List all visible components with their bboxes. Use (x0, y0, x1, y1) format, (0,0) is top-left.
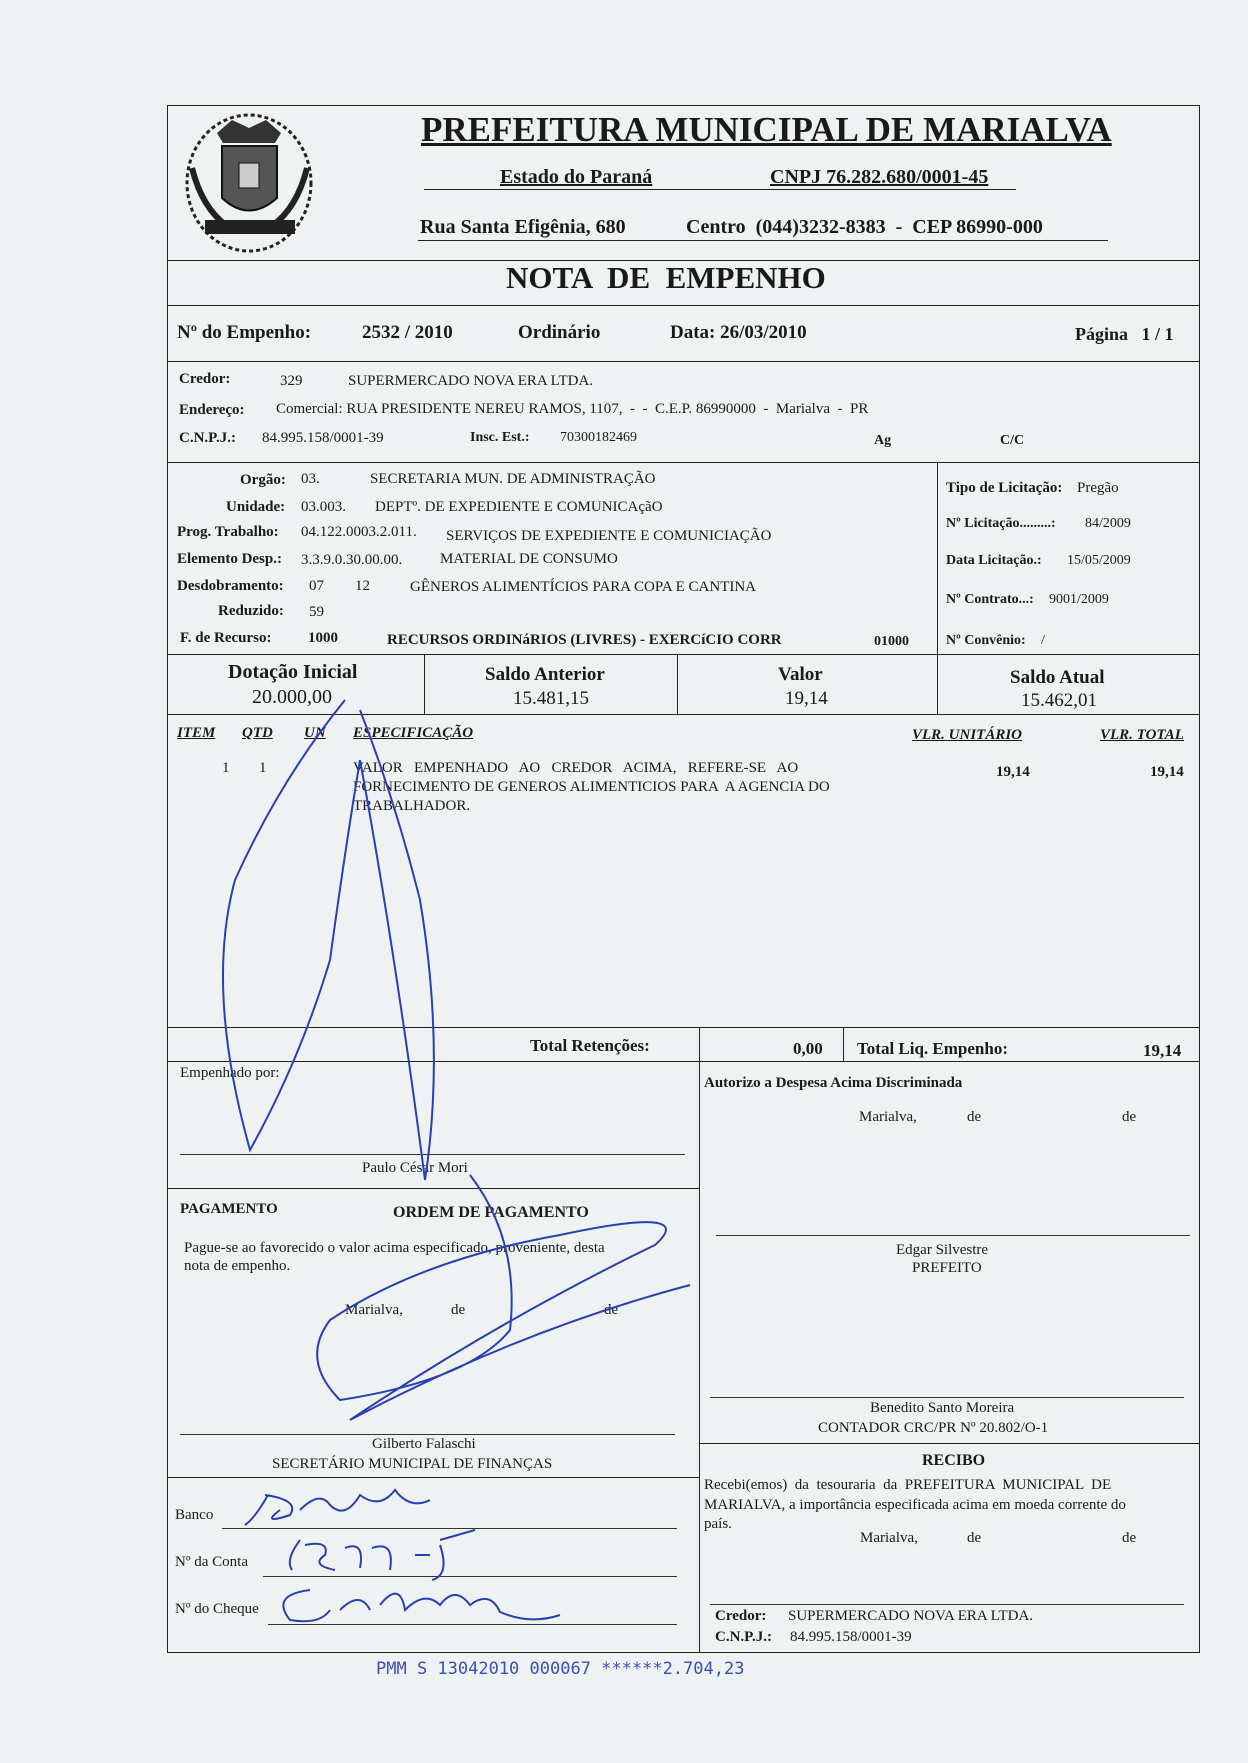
pagamento-text-line-1: Pague-se ao favorecido o valor acima especificado, proveniente, desta (184, 1240, 605, 1256)
data-licitacao: 15/05/2009 (1067, 553, 1131, 568)
secretario-name: Gilberto Falaschi (372, 1436, 476, 1452)
contador-signature-line (710, 1397, 1184, 1398)
conta-label: Nº da Conta (175, 1554, 248, 1570)
desdobramento-label: Desdobramento: (177, 578, 284, 594)
liq-empenho-label: Total Liq. Empenho: (857, 1039, 1008, 1058)
convenio-label: Nº Convênio: (946, 633, 1026, 648)
col-item-header: ITEM (177, 725, 216, 741)
saldo-divider-2 (677, 654, 678, 714)
recibo-de-1: de (967, 1530, 982, 1546)
tipo-licitacao-label: Tipo de Licitação: (946, 480, 1063, 496)
city-hall-title: PREFEITURA MUNICIPAL DE MARIALVA (421, 110, 1112, 149)
pagamento-city: Marialva, (345, 1302, 403, 1318)
row-item: 1 (222, 760, 230, 776)
endereco-label: Endereço: (179, 402, 245, 418)
rule-above-pagamento (167, 1188, 699, 1189)
tipo-licitacao: Pregão (1077, 480, 1119, 496)
insc-value: 70300182469 (560, 430, 637, 445)
convenio-value: / (1041, 633, 1045, 648)
row-spec-line-2: FORNECIMENTO DE GENEROS ALIMENTICIOS PARA A AGENCIA DO (353, 779, 830, 795)
col-spec-header: ESPECIFICAÇÃO (353, 725, 474, 741)
recurso-name: RECURSOS ORDINáRIOS (LIVRES) - EXERCíCIO CORR (387, 632, 782, 648)
recurso-number: 01000 (874, 634, 909, 649)
credor-cnpj-label: C.N.P.J.: (179, 430, 236, 446)
rule-above-saldos (167, 654, 1200, 655)
conta-line (263, 1576, 677, 1577)
contador-name: Benedito Santo Moreira (870, 1400, 1015, 1416)
credor-code: 329 (280, 373, 303, 389)
banco-label: Banco (175, 1507, 214, 1523)
empenhado-label: Empenhado por: (180, 1065, 280, 1081)
rule-above-banco (167, 1477, 699, 1478)
recurso-label: F. de Recurso: (180, 630, 272, 646)
orgao-label: Orgão: (240, 472, 286, 488)
header-rule-2 (418, 240, 1108, 241)
col-un-header: UN (304, 725, 326, 741)
street-address: Rua Santa Efigênia, 680 (420, 216, 626, 238)
dotacao-value: 20.000,00 (252, 686, 332, 708)
secretario-signature-line (180, 1434, 675, 1435)
liq-empenho-value: 19,14 (1143, 1041, 1182, 1060)
valor-label: Valor (778, 664, 823, 685)
state-name: Estado do Paraná (500, 166, 653, 188)
recibo-signature-line (710, 1604, 1184, 1605)
totals-divider-1 (699, 1027, 700, 1061)
secretario-title: SECRETÁRIO MUNICIPAL DE FINANÇAS (272, 1456, 553, 1472)
col-unit-header: VLR. UNITÁRIO (912, 727, 1023, 743)
licitacao-number-label: Nº Licitação.........: (946, 516, 1056, 531)
unidade-name: DEPTº. DE EXPEDIENTE E COMUNICAçãO (375, 499, 663, 515)
page-number: Página 1 / 1 (1075, 324, 1174, 344)
cheque-line (268, 1624, 677, 1625)
district-phone-cep: Centro (044)3232-8383 - CEP 86990-000 (686, 216, 1043, 238)
prefeito-title: PREFEITO (912, 1260, 982, 1276)
credor-cnpj: 84.995.158/0001-39 (262, 430, 384, 446)
desdobramento-code-1: 07 (309, 578, 324, 594)
elemento-name: MATERIAL DE CONSUMO (440, 551, 618, 567)
rule-above-recibo (699, 1443, 1200, 1444)
pagamento-text-line-2: nota de empenho. (184, 1258, 291, 1274)
empenho-number-label: Nº do Empenho: (177, 322, 312, 343)
recibo-credor-name: SUPERMERCADO NOVA ERA LTDA. (788, 1608, 1034, 1624)
prog-trabalho-name: SERVIÇOS DE EXPEDIENTE E COMUNICIAÇÃO (446, 528, 772, 544)
autorizo-de-1: de (967, 1109, 982, 1125)
ag-label: Ag (874, 433, 892, 448)
col-total-header: VLR. TOTAL (1100, 727, 1184, 743)
banco-line (222, 1528, 677, 1529)
reduzido-label: Reduzido: (218, 603, 284, 619)
elemento-code: 3.3.9.0.30.00.00. (301, 552, 403, 568)
licitacao-number: 84/2009 (1085, 516, 1131, 531)
saldo-anterior-label: Saldo Anterior (485, 664, 605, 685)
recibo-city: Marialva, (860, 1530, 918, 1546)
credor-name: SUPERMERCADO NOVA ERA LTDA. (348, 373, 594, 389)
rule-below-empenho (167, 361, 1200, 362)
orgao-code: 03. (301, 471, 320, 487)
header-rule-1 (424, 189, 1016, 190)
saldo-anterior-value: 15.481,15 (513, 688, 589, 709)
saldo-divider-1 (424, 654, 425, 714)
row-spec-line-1: VALOR EMPENHADO AO CREDOR ACIMA, REFERE-SE AO (353, 760, 799, 776)
recibo-text-line-1: Recebi(emos) da tesouraria da PREFEITURA MUNICIPAL DE (704, 1477, 1112, 1493)
desdobramento-name: GÊNEROS ALIMENTÍCIOS PARA COPA E CANTINA (410, 579, 757, 595)
credor-label: Credor: (179, 371, 231, 387)
recurso-code: 1000 (308, 630, 338, 646)
header-cnpj: CNPJ 76.282.680/0001-45 (770, 166, 989, 188)
row-unit-value: 19,14 (996, 764, 1030, 780)
empenho-date: Data: 26/03/2010 (670, 322, 807, 343)
recibo-text-line-2: MARIALVA, a importância especificada acima em moeda corrente do (704, 1497, 1126, 1513)
insc-label: Insc. Est.: (470, 430, 530, 445)
rule-below-saldos (167, 714, 1200, 715)
cheque-label: Nº do Cheque (175, 1601, 259, 1617)
recibo-text-line-3: país. (704, 1516, 732, 1532)
rule-below-credor (167, 462, 1200, 463)
orgao-name: SECRETARIA MUN. DE ADMINISTRAÇÃO (370, 471, 656, 487)
retencoes-label: Total Retenções: (530, 1036, 650, 1055)
cc-label: C/C (1000, 433, 1025, 448)
autorizo-city: Marialva, (859, 1109, 917, 1125)
rule-below-totals (167, 1061, 1200, 1062)
recibo-cnpj-label: C.N.P.J.: (715, 1629, 772, 1645)
recibo-cnpj: 84.995.158/0001-39 (790, 1629, 912, 1645)
totals-divider-2 (843, 1027, 844, 1061)
retencoes-value: 0,00 (793, 1039, 823, 1058)
pagamento-de-1: de (451, 1302, 466, 1318)
empenho-type: Ordinário (518, 322, 601, 343)
recibo-de-2: de (1122, 1530, 1137, 1546)
recibo-title: RECIBO (922, 1452, 986, 1469)
empenhado-signature-line (180, 1154, 685, 1155)
saldo-atual-value: 15.462,01 (1021, 690, 1097, 711)
col-qtd-header: QTD (242, 725, 273, 741)
empenho-number: 2532 / 2010 (362, 322, 453, 343)
autorizo-de-2: de (1122, 1109, 1137, 1125)
recibo-credor-label: Credor: (715, 1608, 767, 1624)
document-title: NOTA DE EMPENHO (506, 260, 826, 295)
prog-trabalho-code: 04.122.0003.2.011. (301, 524, 417, 540)
desdobramento-code-2: 12 (355, 578, 370, 594)
rule-below-title (167, 305, 1200, 306)
pagamento-de-2: de (604, 1302, 619, 1318)
rule-above-totals (167, 1027, 1200, 1028)
lower-divider (699, 1061, 700, 1653)
reduzido-value: 59 (309, 604, 324, 620)
credor-address: Comercial: RUA PRESIDENTE NEREU RAMOS, 1107, - - C.E.P. 86990000 - Marialva - PR (276, 401, 869, 417)
row-spec-line-3: TRABALHADOR. (353, 798, 471, 814)
licitacao-divider (937, 462, 938, 654)
ordem-pagamento-label: ORDEM DE PAGAMENTO (393, 1204, 589, 1221)
saldo-atual-label: Saldo Atual (1010, 667, 1105, 688)
prefeito-signature-line (716, 1235, 1190, 1236)
unidade-label: Unidade: (226, 499, 286, 515)
coat-of-arms-logo (177, 108, 322, 258)
contrato-label: Nº Contrato...: (946, 592, 1034, 607)
autorizo-label: Autorizo a Despesa Acima Discriminada (704, 1075, 963, 1091)
empenhado-name: Paulo César Mori (362, 1160, 468, 1176)
bank-stamp: PMM S 13042010 000067 ******2.704,23 (376, 1659, 745, 1679)
saldo-divider-3 (937, 654, 938, 714)
row-total-value: 19,14 (1150, 764, 1184, 780)
dotacao-label: Dotação Inicial (228, 661, 358, 683)
contador-title: CONTADOR CRC/PR Nº 20.802/O-1 (818, 1420, 1049, 1436)
unidade-code: 03.003. (301, 499, 346, 515)
row-qtd: 1 (259, 760, 267, 776)
valor-value: 19,14 (785, 688, 828, 709)
elemento-label: Elemento Desp.: (177, 551, 282, 567)
data-licitacao-label: Data Licitação.: (946, 553, 1042, 568)
pagamento-label: PAGAMENTO (180, 1201, 278, 1217)
contrato-number: 9001/2009 (1049, 592, 1109, 607)
prefeito-name: Edgar Silvestre (896, 1242, 989, 1258)
prog-trabalho-label: Prog. Trabalho: (177, 524, 279, 540)
